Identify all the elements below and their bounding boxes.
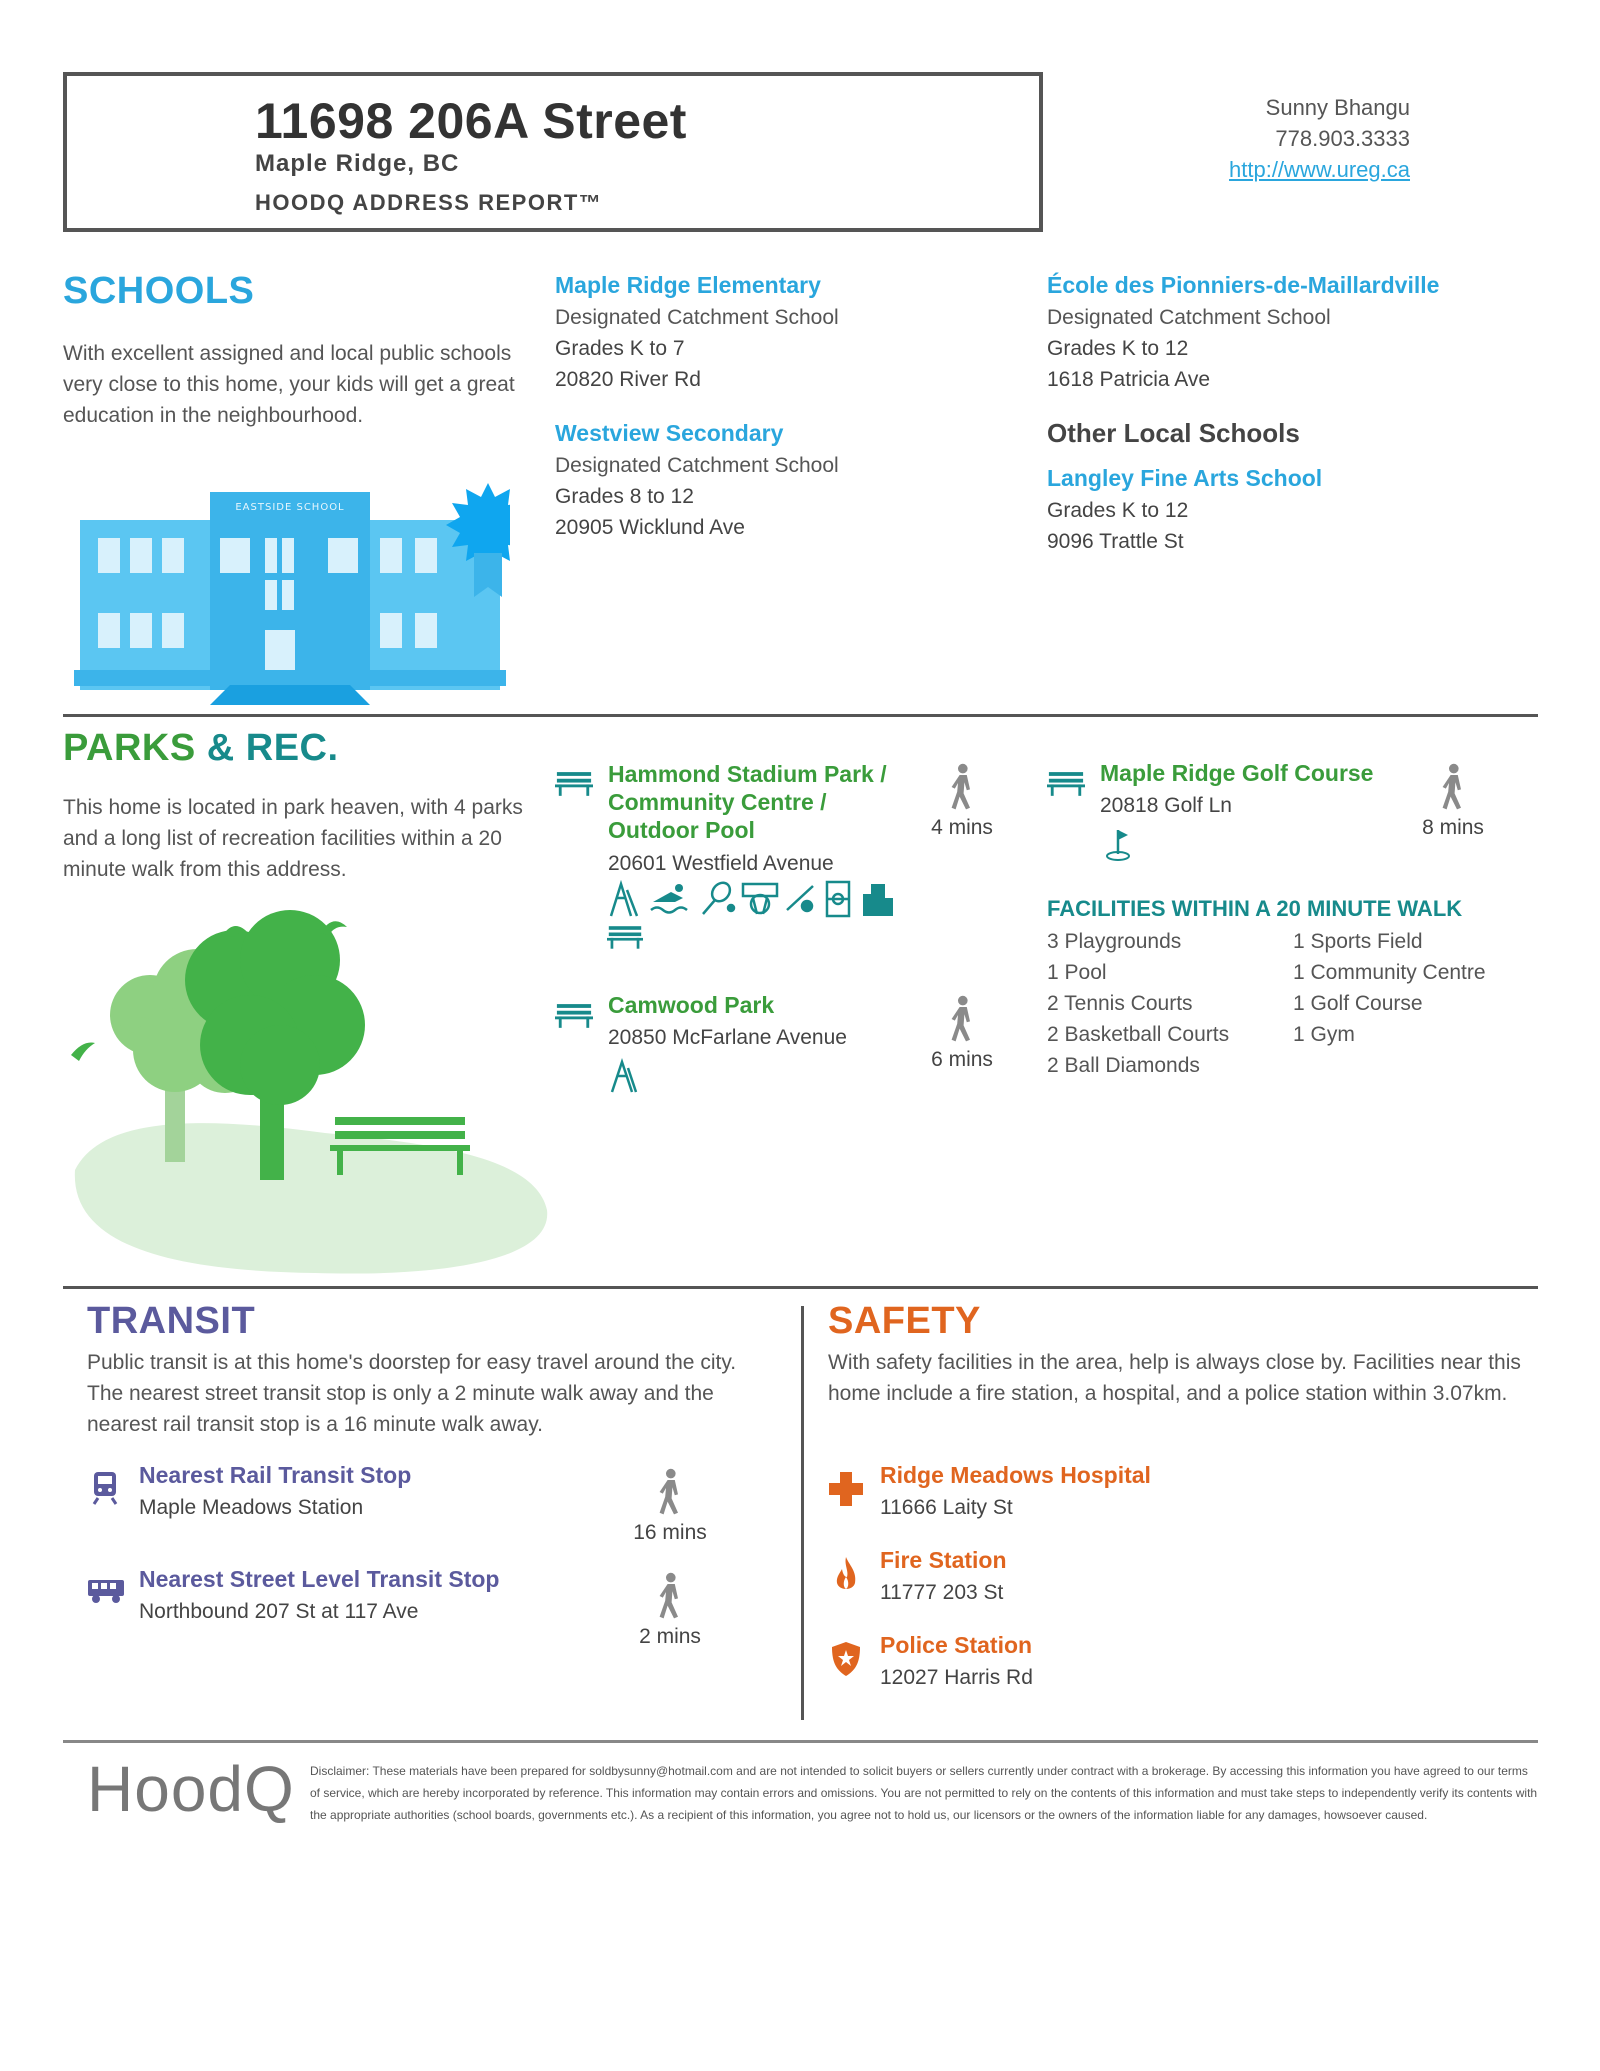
park-2: [608, 992, 918, 1053]
park-3-walk: [1413, 760, 1493, 840]
fire-station-label[interactable]: Fire Station: [880, 1547, 1007, 1573]
street-stop-name: Northbound 207 St at 117 Ave: [139, 1600, 419, 1623]
agent-name: Sunny Bhangu: [1265, 95, 1410, 120]
facility-item: 2 Basketball Courts: [1047, 1023, 1230, 1046]
facility-item: 2 Ball Diamonds: [1047, 1054, 1200, 1077]
fire-icon: [833, 1555, 859, 1595]
rail-walk-time: 16 mins: [633, 1521, 707, 1544]
schools-title: SCHOOLS: [63, 270, 255, 312]
school-2-name[interactable]: Westview Secondary: [555, 420, 784, 446]
school-1-grades: Grades K to 7: [555, 337, 685, 360]
park-1: [608, 760, 918, 879]
facility-item: 1 Golf Course: [1293, 992, 1423, 1015]
school-3-type: Designated Catchment School: [1047, 306, 1331, 329]
other-school-1-grades: Grades K to 12: [1047, 499, 1189, 522]
ball-diamond-icon: [787, 886, 813, 911]
park-1-walk: [922, 760, 1002, 840]
agent-info: [1110, 92, 1410, 185]
safety-description: With safety facilities in the area, help is always close by. Facilities near this home include a fire station, a hospital, and a police station within 3.07km.: [828, 1351, 1521, 1405]
facilities-col-2: [1293, 926, 1543, 1050]
sports-field-icon: [827, 882, 849, 916]
school-1: [555, 272, 1015, 395]
school-1-type: Designated Catchment School: [555, 306, 839, 329]
tennis-icon: [703, 880, 734, 914]
walking-icon: [946, 992, 978, 1046]
facilities-col-1: [1047, 926, 1287, 1081]
facility-item: 3 Playgrounds: [1047, 930, 1182, 953]
street-stop-label[interactable]: Nearest Street Level Transit Stop: [139, 1566, 500, 1592]
rail-stop-name: Maple Meadows Station: [139, 1496, 364, 1519]
parks-title-a: PARKS: [63, 727, 196, 769]
facility-item: 1 Sports Field: [1293, 930, 1423, 953]
police-icon: [830, 1640, 862, 1678]
divider-schools: [63, 714, 1538, 717]
bench-icon: [1047, 770, 1085, 797]
basketball-icon: [743, 884, 777, 914]
school-3-grades: Grades K to 12: [1047, 337, 1189, 360]
school-1-name[interactable]: Maple Ridge Elementary: [555, 272, 821, 298]
park-1-amenities: [607, 880, 917, 957]
parks-description: This home is located in park heaven, with 4 parks and a long list of recreation facilities within a 20 minute walk from this address.: [63, 796, 523, 881]
rail-stop: [139, 1462, 619, 1523]
walking-icon: [1437, 760, 1469, 814]
facility-item: 2 Tennis Courts: [1047, 992, 1193, 1015]
park-3-address: 20818 Golf Ln: [1100, 794, 1232, 817]
school-2: [555, 420, 1015, 543]
police-station: [880, 1632, 1380, 1693]
park-2-walk-time: 6 mins: [931, 1048, 993, 1071]
school-sign: EASTSIDE SCHOOL: [235, 502, 345, 513]
playground-icon: [608, 1058, 638, 1094]
hospital-address: 11666 Laity St: [880, 1496, 1013, 1519]
parks-title: [63, 727, 339, 770]
school-3-name[interactable]: École des Pionniers-de-Maillardville: [1047, 272, 1440, 298]
facility-item: 1 Gym: [1293, 1023, 1355, 1046]
hospital: [880, 1462, 1380, 1523]
school-3: [1047, 272, 1547, 395]
hospital-label[interactable]: Ridge Meadows Hospital: [880, 1462, 1151, 1488]
police-station-label[interactable]: Police Station: [880, 1632, 1033, 1658]
rail-stop-label[interactable]: Nearest Rail Transit Stop: [139, 1462, 412, 1488]
rail-walk: [625, 1465, 715, 1545]
golf-icon: [1106, 826, 1136, 862]
street-walk: [625, 1569, 715, 1649]
divider-vertical: [801, 1306, 804, 1720]
disclaimer: Disclaimer: These materials have been prepared for soldbysunny@hotmail.com and are not intended to solicit buyers or sellers currently under contract with a brokerage. By accessing this information you have agreed to our terms of service, which are hereby incorporated by reference. This information may contain errors and omissions. You are not permitted to rely on the contents of this information and must take steps to independently verify its contents with the appropriate authorities (school boards, governments etc.). As a recipient of this information, you agree not to hold us, our licensors or the owners of the information liable for any damages, howsoever caused.: [310, 1764, 1538, 1822]
address-city: Maple Ridge, BC: [255, 150, 460, 177]
facilities-heading: FACILITIES WITHIN A 20 MINUTE WALK: [1047, 896, 1463, 921]
hoodq-logo: HoodQ: [87, 1753, 295, 1825]
park-2-walk: [922, 992, 1002, 1072]
park-1-walk-time: 4 mins: [931, 816, 993, 839]
street-stop: [139, 1566, 639, 1627]
school-2-type: Designated Catchment School: [555, 454, 839, 477]
divider-parks: [63, 1286, 1538, 1289]
agent-phone: 778.903.3333: [1275, 126, 1410, 151]
street-walk-time: 2 mins: [639, 1625, 701, 1648]
school-3-address: 1618 Patricia Ave: [1047, 368, 1211, 391]
fire-station-address: 11777 203 St: [880, 1581, 1004, 1604]
facility-item: 1 Community Centre: [1293, 961, 1486, 984]
school-2-grades: Grades 8 to 12: [555, 485, 694, 508]
community-centre-icon: [863, 884, 893, 916]
walking-icon: [946, 760, 978, 814]
park-1-address: 20601 Westfield Avenue: [608, 852, 834, 875]
other-school-1: [1047, 465, 1547, 557]
park-3: [1100, 760, 1430, 821]
other-school-1-address: 9096 Trattle St: [1047, 530, 1184, 553]
park-1-name[interactable]: Hammond Stadium Park / Community Centre / Outdoor Pool: [608, 761, 887, 843]
schools-description: With excellent assigned and local public schools very close to this home, your kids will get a great education in the neighbourhood.: [63, 342, 515, 427]
transit-description: Public transit is at this home's doorstep for easy travel around the city. The nearest street transit stop is only a 2 minute walk away and the nearest rail transit stop is a 16 minute walk away.: [87, 1351, 737, 1436]
walking-icon: [654, 1465, 686, 1519]
safety-title: SAFETY: [828, 1300, 981, 1342]
park-3-walk-time: 8 mins: [1422, 816, 1484, 839]
pool-icon: [651, 884, 687, 913]
park-2-name[interactable]: Camwood Park: [608, 992, 775, 1018]
school-1-address: 20820 River Rd: [555, 368, 701, 391]
park-2-address: 20850 McFarlane Avenue: [608, 1026, 847, 1049]
school-illustration: [70, 470, 510, 705]
divider-footer: [63, 1740, 1538, 1743]
school-2-address: 20905 Wicklund Ave: [555, 516, 745, 539]
other-school-1-name[interactable]: Langley Fine Arts School: [1047, 465, 1323, 491]
fire-station: [880, 1547, 1380, 1608]
police-station-address: 12027 Harris Rd: [880, 1666, 1033, 1689]
bench-icon: [555, 1002, 593, 1029]
facility-item: 1 Pool: [1047, 961, 1107, 984]
park-3-name[interactable]: Maple Ridge Golf Course: [1100, 760, 1374, 786]
hospital-icon: [827, 1470, 865, 1508]
report-label: HOODQ ADDRESS REPORT™: [255, 190, 603, 215]
walking-icon: [654, 1569, 686, 1623]
bus-icon: [87, 1578, 125, 1604]
address-title: 11698 206A Street: [255, 93, 687, 149]
train-icon: [90, 1470, 120, 1506]
playground-icon: [611, 884, 637, 916]
transit-title: TRANSIT: [87, 1300, 256, 1342]
parks-title-b: & REC.: [206, 727, 339, 769]
bench-small-icon: [607, 926, 643, 949]
other-schools-heading: Other Local Schools: [1047, 418, 1300, 448]
bench-icon: [555, 770, 593, 797]
park-illustration: [65, 905, 555, 1275]
agent-website-link[interactable]: http://www.ureg.ca: [1229, 157, 1410, 182]
